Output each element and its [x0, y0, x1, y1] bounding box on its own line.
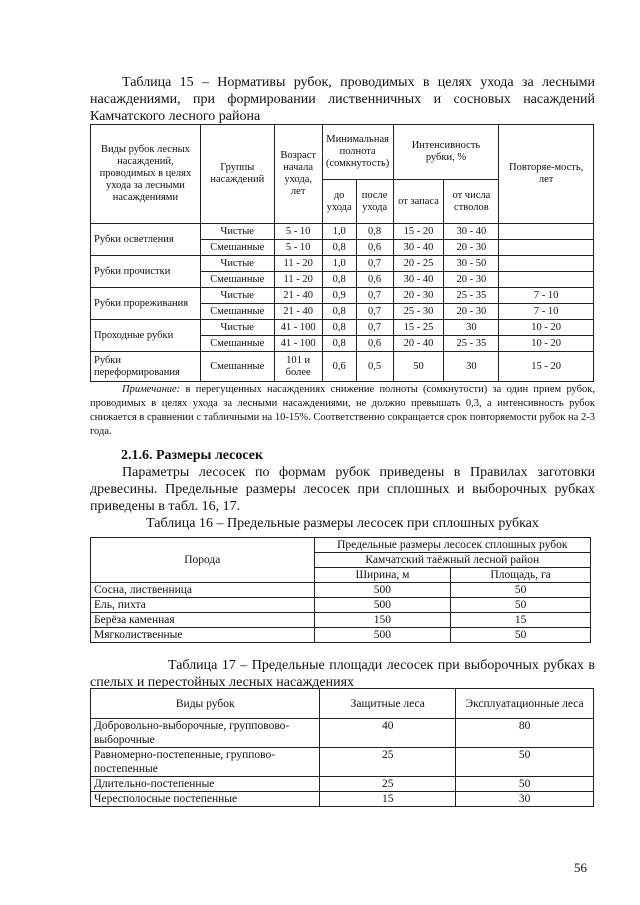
t15-repeat: 7 - 10: [499, 288, 594, 304]
table-row: [91, 719, 594, 748]
t15-group: Смешанные: [200, 336, 274, 352]
t15-repeat: 10 - 20: [499, 336, 594, 352]
t17-expl: 50: [456, 748, 594, 777]
note-text: в перегущенных насаждениях снижение полноты (сомкнутости) за один прием рубок, проводимых в целях ухода за лесными насаждениями, не должно превышать 0,3, а интенсивность рубок снижается в сравнении с табличными на 10-15%. Соответственно сокращается срок повторяемости рубок на 2-3 года.: [90, 384, 595, 437]
t16-area: 15: [451, 613, 591, 628]
t17-header-type: Виды рубок: [91, 689, 320, 719]
t15-age: 21 - 40: [274, 288, 322, 304]
t15-header-after: после ухода: [356, 180, 393, 224]
t17-type: Чересполосные постепенные: [91, 792, 320, 807]
t15-repeat: 10 - 20: [499, 320, 594, 336]
table-row: [91, 583, 591, 598]
t15-trees: 25 - 35: [444, 288, 499, 304]
t15-repeat: [499, 256, 594, 272]
t15-before: 0,9: [322, 288, 356, 304]
table15: [90, 124, 594, 382]
t15-header-intensity: Интенсивность рубки, %: [393, 125, 499, 180]
table-row: [91, 352, 594, 382]
t15-after: 0,7: [356, 304, 393, 320]
t17-header-exploit: Эксплуатационные леса: [456, 689, 594, 719]
table-row: [91, 748, 594, 777]
t15-header-groups: Группы насаждений: [200, 125, 274, 224]
t15-age: 11 - 20: [274, 256, 322, 272]
t15-after: 0,6: [356, 336, 393, 352]
table16: [90, 537, 591, 643]
t16-area: 50: [451, 583, 591, 598]
t17-type: Добровольно-выборочные, групповово-выборочные: [91, 719, 320, 748]
t15-after: 0,7: [356, 256, 393, 272]
t15-type: Рубки прореживания: [91, 288, 201, 320]
table-row: [91, 320, 594, 336]
t15-age: 11 - 20: [274, 272, 322, 288]
t15-group: Чистые: [200, 256, 274, 272]
t15-repeat: 15 - 20: [499, 352, 594, 382]
t15-age: 41 - 100: [274, 320, 322, 336]
t15-after: 0,8: [356, 224, 393, 240]
t15-stock: 20 - 25: [393, 256, 444, 272]
t15-trees: 20 - 30: [444, 240, 499, 256]
t15-age: 101 и более: [274, 352, 322, 382]
t15-group: Смешанные: [200, 304, 274, 320]
t17-prot: 25: [320, 777, 456, 792]
t16-header-limits: Предельные размеры лесосек сплошных рубок: [314, 538, 590, 553]
t17-expl: 50: [456, 777, 594, 792]
t15-after: 0,5: [356, 352, 393, 382]
t16-width: 500: [314, 598, 451, 613]
t16-header-area: Площадь, га: [451, 568, 591, 583]
table-row: [91, 256, 594, 272]
t15-group: Смешанные: [200, 352, 274, 382]
table-row: [91, 792, 594, 807]
t16-width: 150: [314, 613, 451, 628]
t16-area: 50: [451, 598, 591, 613]
table15-caption: Таблица 15 – Нормативы рубок, проводимых в целях ухода за лесными насаждениями, при формировании лиственничных и сосновых насаждений Камчатского лесного района: [90, 75, 595, 124]
t17-expl: 80: [456, 719, 594, 748]
t15-type: Проходные рубки: [91, 320, 201, 352]
t15-stock: 15 - 20: [393, 224, 444, 240]
table17-caption: Таблица 17 – Предельные площади лесосек при выборочных рубках в спелых и перестойных лесных насаждениях: [90, 658, 595, 690]
t15-before: 0,8: [322, 272, 356, 288]
note-label: Примечание:: [122, 384, 181, 395]
table-row: [91, 598, 591, 613]
t15-group: Смешанные: [200, 272, 274, 288]
t15-header-trees: от числа стволов: [444, 180, 499, 224]
table-row: [91, 628, 591, 643]
table-row: [91, 777, 594, 792]
t15-trees: 30: [444, 320, 499, 336]
t15-group: Чистые: [200, 224, 274, 240]
t17-prot: 15: [320, 792, 456, 807]
t15-trees: 25 - 35: [444, 336, 499, 352]
t17-header-protective: Защитные леса: [320, 689, 456, 719]
t15-after: 0,7: [356, 288, 393, 304]
section-heading: 2.1.6. Размеры лесосек: [121, 448, 264, 463]
table16-caption: Таблица 16 – Предельные размеры лесосек при сплошных рубках: [146, 516, 539, 531]
t16-width: 500: [314, 583, 451, 598]
t16-area: 50: [451, 628, 591, 643]
t17-prot: 25: [320, 748, 456, 777]
t15-stock: 15 - 25: [393, 320, 444, 336]
t15-age: 21 - 40: [274, 304, 322, 320]
t15-after: 0,6: [356, 272, 393, 288]
t15-before: 0,6: [322, 352, 356, 382]
t15-before: 0,8: [322, 240, 356, 256]
t16-width: 500: [314, 628, 451, 643]
t15-repeat: [499, 272, 594, 288]
t15-before: 1,0: [322, 224, 356, 240]
table17: [90, 688, 594, 807]
t15-before: 0,8: [322, 320, 356, 336]
t15-group: Чистые: [200, 288, 274, 304]
t17-prot: 40: [320, 719, 456, 748]
t16-header-breed: Порода: [91, 538, 315, 583]
t15-repeat: [499, 240, 594, 256]
t15-trees: 30 - 40: [444, 224, 499, 240]
t16-breed: Мягколиственные: [91, 628, 315, 643]
t15-header-repeat: Повторяе-мость, лет: [499, 125, 594, 224]
t15-stock: 25 - 30: [393, 304, 444, 320]
t15-age: 5 - 10: [274, 240, 322, 256]
t15-group: Чистые: [200, 320, 274, 336]
t16-breed: Берёза каменная: [91, 613, 315, 628]
t15-header-stock: от запаса: [393, 180, 444, 224]
t15-stock: 30 - 40: [393, 240, 444, 256]
t17-expl: 30: [456, 792, 594, 807]
t15-before: 0,8: [322, 304, 356, 320]
page-number: 56: [574, 860, 587, 875]
t15-trees: 20 - 30: [444, 304, 499, 320]
t15-trees: 20 - 30: [444, 272, 499, 288]
t15-repeat: [499, 224, 594, 240]
t15-stock: 30 - 40: [393, 272, 444, 288]
t16-breed: Ель, пихта: [91, 598, 315, 613]
t15-before: 1,0: [322, 256, 356, 272]
t17-type: Длительно-постепенные: [91, 777, 320, 792]
section-paragraph: Параметры лесосек по формам рубок приведены в Правилах заготовки древесины. Предельные размеры лесосек при сплошных и выборочных рубках приведены в табл. 16, 17.: [90, 465, 595, 514]
t15-stock: 20 - 30: [393, 288, 444, 304]
t15-group: Смешанные: [200, 240, 274, 256]
t15-age: 41 - 100: [274, 336, 322, 352]
t16-header-region: Камчатский таёжный лесной район: [314, 553, 590, 568]
table-row: [91, 613, 591, 628]
t17-type: Равномерно-постепенные, группово-постепенные: [91, 748, 320, 777]
t15-header-types: Виды рубок лесных насаждений, проводимых в целях ухода за лесными насаждениями: [91, 125, 201, 224]
t16-breed: Сосна, лиственница: [91, 583, 315, 598]
t15-type: Рубки переформирования: [91, 352, 201, 382]
t15-stock: 20 - 40: [393, 336, 444, 352]
t15-header-before: до ухода: [322, 180, 356, 224]
t15-type: Рубки прочистки: [91, 256, 201, 288]
t15-header-min-density: Минимальная полнота (сомкнутость): [322, 125, 393, 180]
t15-after: 0,6: [356, 240, 393, 256]
t15-trees: 30 - 50: [444, 256, 499, 272]
t15-stock: 50: [393, 352, 444, 382]
t16-header-width: Ширина, м: [314, 568, 451, 583]
t15-type: Рубки осветления: [91, 224, 201, 256]
t15-before: 0,8: [322, 336, 356, 352]
t15-age: 5 - 10: [274, 224, 322, 240]
t15-header-age: Возраст начала ухода, лет: [274, 125, 322, 224]
t15-trees: 30: [444, 352, 499, 382]
table15-note: [90, 383, 595, 439]
table-row: [91, 288, 594, 304]
t15-repeat: 7 - 10: [499, 304, 594, 320]
t15-after: 0,7: [356, 320, 393, 336]
table-row: [91, 224, 594, 240]
